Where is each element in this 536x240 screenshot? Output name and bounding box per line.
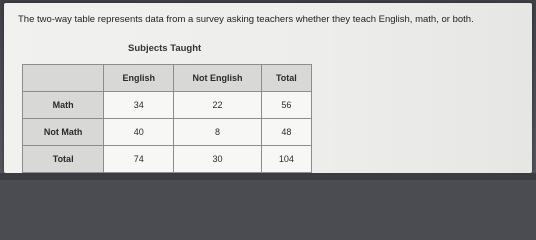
question-card (4, 3, 532, 173)
table-cell: 22 (174, 92, 261, 119)
table-row (23, 92, 312, 119)
table-row (23, 146, 312, 173)
table-cell: 40 (104, 119, 174, 146)
table-cell: 48 (261, 119, 311, 146)
table-cell: 56 (261, 92, 311, 119)
table-corner-cell (23, 65, 104, 92)
table-cell: 8 (174, 119, 261, 146)
table-cell: 34 (104, 92, 174, 119)
row-header-total: Total (23, 146, 104, 173)
photo-bottom-edge (0, 173, 536, 180)
table-title: Subjects Taught (128, 43, 202, 54)
row-header-not-math: Not Math (23, 119, 104, 146)
question-text: The two-way table represents data from a survey asking teachers whether they teach English, math, or both. (18, 14, 474, 25)
row-header-math: Math (23, 92, 104, 119)
column-header-english: English (104, 65, 174, 92)
column-header-not-english: Not English (174, 65, 261, 92)
table-row (23, 119, 312, 146)
table-cell: 30 (174, 146, 261, 173)
table-cell: 74 (104, 146, 174, 173)
column-header-total: Total (261, 65, 311, 92)
table-header-row (23, 65, 312, 92)
two-way-table (22, 64, 312, 173)
table-cell: 104 (261, 146, 311, 173)
